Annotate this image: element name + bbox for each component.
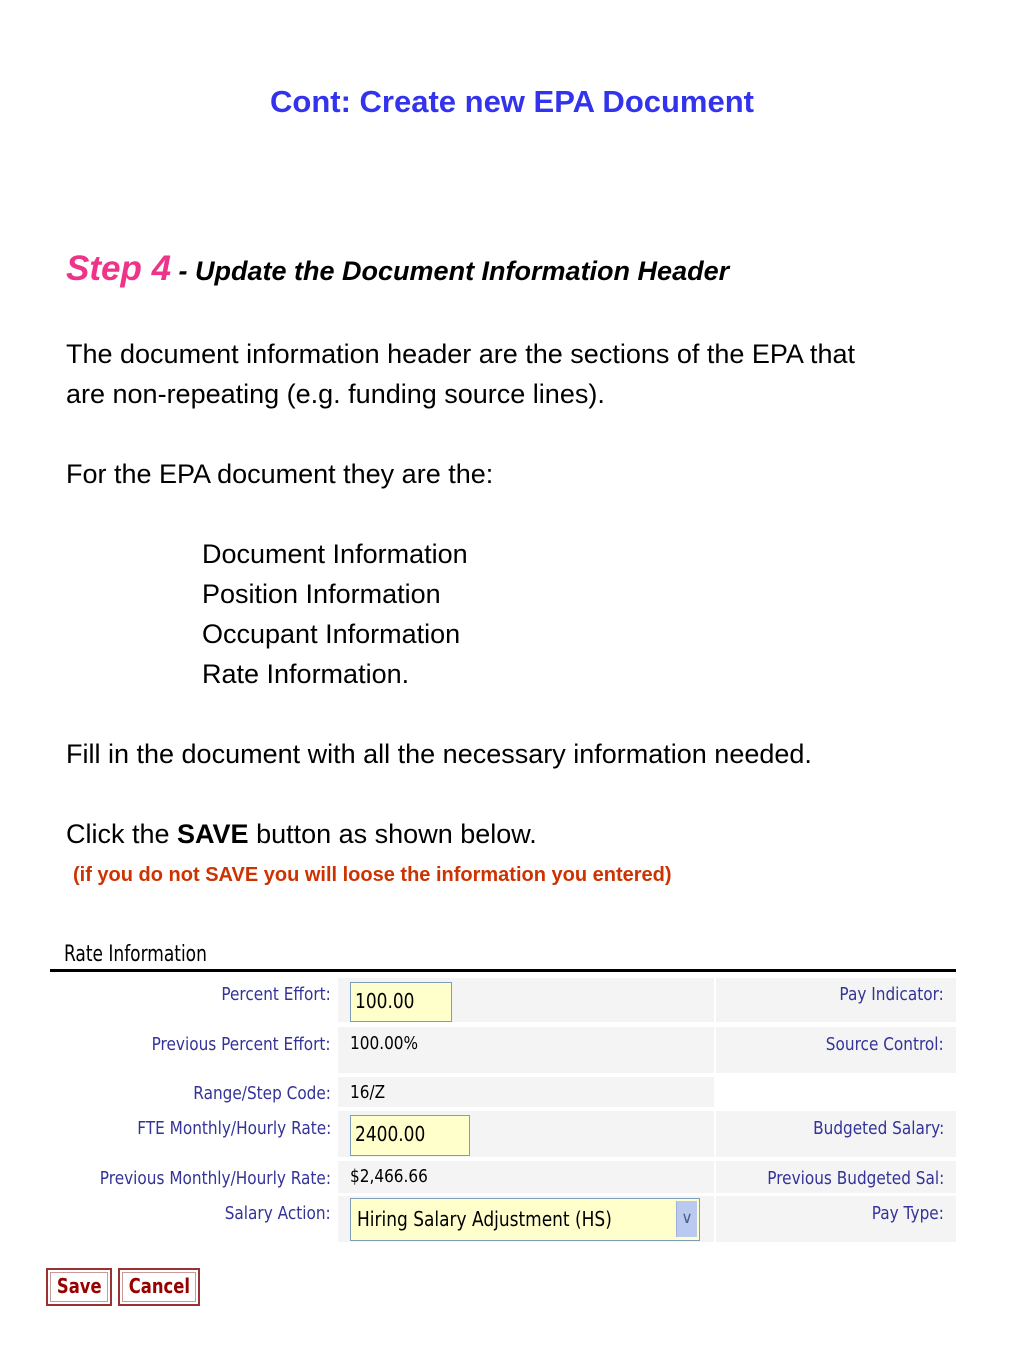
rate-information-title: Rate Information: [64, 942, 207, 967]
previous-percent-effort-label: Previous Percent Effort:: [152, 1034, 331, 1055]
save-instruction: [66, 814, 537, 854]
intro-paragraph: [66, 334, 855, 414]
intro-line-2: are non-repeating (e.g. funding source lines).: [66, 379, 605, 409]
step-description: - Update the Document Information Header: [171, 256, 730, 286]
section-list: [202, 534, 468, 694]
section-item: Occupant Information: [202, 619, 461, 649]
salary-action-value: Hiring Salary Adjustment (HS): [357, 1207, 612, 1231]
step-number: Step 4: [66, 249, 172, 288]
previous-rate-label: Previous Monthly/Hourly Rate:: [99, 1168, 331, 1189]
previous-budgeted-label: Previous Budgeted Sal:: [766, 1168, 944, 1189]
section-item: Document Information: [202, 539, 468, 569]
sections-intro: For the EPA document they are the:: [66, 459, 494, 489]
section-item: Position Information: [202, 579, 441, 609]
fte-rate-value: 2400.00: [355, 1122, 426, 1146]
section-item: Rate Information.: [202, 659, 410, 689]
range-step-code-value: 16/Z: [350, 1082, 386, 1103]
save-warning: (if you do not SAVE you will loose the information you entered): [73, 864, 672, 886]
previous-percent-effort-value: 100.00%: [350, 1033, 419, 1054]
save-instruction-prefix: Click the: [66, 819, 178, 849]
fte-rate-label: FTE Monthly/Hourly Rate:: [136, 1118, 331, 1139]
pay-indicator-label: Pay Indicator:: [839, 984, 944, 1005]
range-step-code-label: Range/Step Code:: [193, 1083, 331, 1104]
fill-instruction: Fill in the document with all the necessary information needed.: [66, 739, 812, 769]
cancel-button[interactable]: [118, 1268, 200, 1306]
save-button-label: Save: [56, 1274, 102, 1298]
percent-effort-value: 100.00: [355, 989, 415, 1013]
salary-action-select[interactable]: [350, 1198, 700, 1241]
percent-effort-input[interactable]: [350, 982, 452, 1022]
percent-effort-label: Percent Effort:: [221, 984, 331, 1005]
range-step-cell: [338, 1077, 714, 1107]
save-button[interactable]: [46, 1268, 112, 1306]
step-heading: [66, 249, 729, 289]
pay-type-label: Pay Type:: [871, 1203, 944, 1224]
intro-line-1: The document information header are the sections of the EPA that: [66, 339, 855, 369]
salary-action-label: Salary Action:: [225, 1203, 331, 1224]
cancel-button-label: Cancel: [128, 1274, 190, 1298]
source-control-label: Source Control:: [826, 1034, 944, 1055]
save-keyword: SAVE: [177, 819, 249, 849]
chevron-down-icon[interactable]: ∨: [676, 1201, 697, 1237]
previous-rate-value: $2,466.66: [350, 1166, 428, 1187]
fte-rate-input[interactable]: [350, 1115, 470, 1156]
page-title: Cont: Create new EPA Document: [270, 84, 754, 119]
budgeted-salary-label: Budgeted Salary:: [812, 1118, 944, 1139]
section-divider: [50, 969, 956, 972]
save-instruction-suffix: button as shown below.: [248, 819, 537, 849]
